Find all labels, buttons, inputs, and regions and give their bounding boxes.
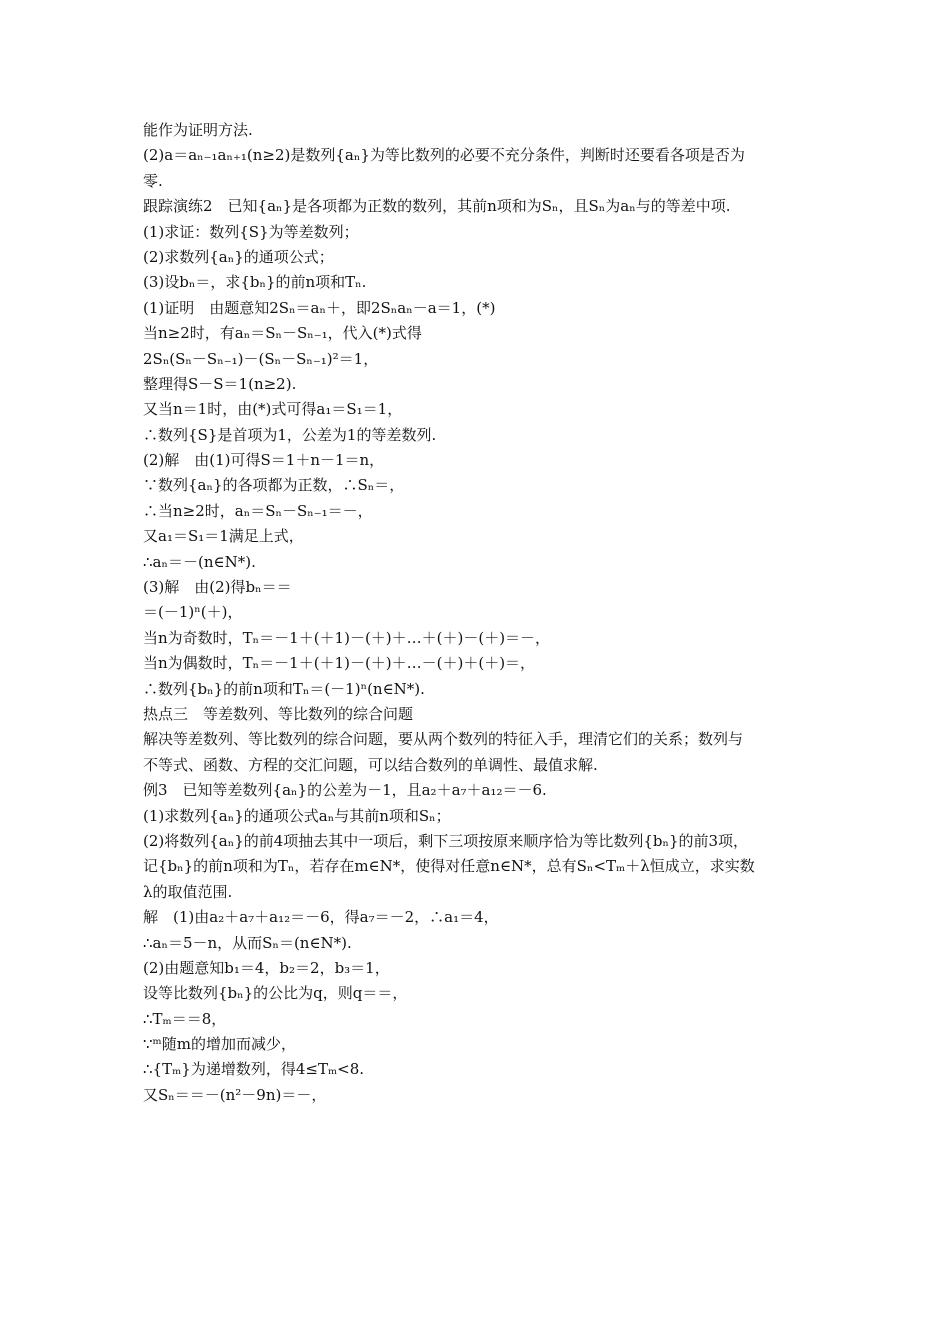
text-line: (1)求数列{aₙ}的通项公式aₙ与其前n项和Sₙ； [143,806,451,825]
text-line: ∴Tₘ＝＝8， [143,1009,227,1028]
text-line: ∴{Tₘ}为递增数列，得4≤Tₘ<8. [143,1060,365,1079]
text-line: 又当n＝1时，由(*)式可得a₁＝S₁＝1， [143,400,403,419]
text-line: 设等比数列{bₙ}的公比为q，则q＝＝， [143,984,408,1003]
section-heading: 热点三 等差数列、等比数列的综合问题 [143,704,414,723]
text-line: ∵ᵐ随m的增加而减少， [143,1035,296,1054]
text-line: ∴数列{bₙ}的前n项和Tₙ＝(－1)ⁿ(n∈N*). [143,679,425,698]
text-line: 不等式、函数、方程的交汇问题，可以结合数列的单调性、最值求解. [143,755,598,774]
text-line: 记{bₙ}的前n项和为Tₙ，若存在m∈N*，使得对任意n∈N*，总有Sₙ<Tₘ＋λ恒成立，求实数 [143,857,755,876]
text-line: 当n为奇数时，Tₙ＝－1＋(＋1)－(＋)＋…＋(＋)－(＋)＝－， [143,628,551,647]
text-line: ∴数列{S}是首项为1，公差为1的等差数列. [143,425,437,444]
text-line: 当n为偶数时，Tₙ＝－1＋(＋1)－(＋)＋…－(＋)＋(＋)＝， [143,654,536,673]
text-line: 又Sₙ＝＝－(n²－9n)＝－， [143,1085,327,1104]
document-body [143,118,823,1108]
text-line: 解决等差数列、等比数列的综合问题，要从两个数列的特征入手，理清它们的关系；数列与 [143,730,744,749]
text-line: 又a₁＝S₁＝1满足上式， [143,527,304,546]
text-line: λ的取值范围. [143,882,233,901]
text-line: 当n≥2时，有aₙ＝Sₙ－Sₙ₋₁，代入(*)式得 [143,324,422,343]
text-line: 解 (1)由a₂＋a₇＋a₁₂＝－6，得a₇＝－2，∴a₁＝4， [143,908,499,927]
text-line: (2)a＝aₙ₋₁aₙ₊₁(n≥2)是数列{aₙ}为等比数列的必要不充分条件，判断时还要看各项是否为 [143,146,745,165]
text-line: 整理得S－S＝1(n≥2). [143,374,297,393]
text-line: 2Sₙ(Sₙ－Sₙ₋₁)－(Sₙ－Sₙ₋₁)²＝1， [143,349,379,368]
text-line: 跟踪演练2 已知{aₙ}是各项都为正数的数列，其前n项和为Sₙ，且Sₙ为aₙ与的等差中项. [143,197,731,216]
text-line: (2)将数列{aₙ}的前4项抽去其中一项后，剩下三项按原来顺序恰为等比数列{bₙ}的前3项， [143,831,749,850]
text-line: 例3 已知等差数列{aₙ}的公差为－1，且a₂＋a₇＋a₁₂＝－6. [143,781,547,800]
text-line: (1)证明 由题意知2Sₙ＝aₙ＋，即2Sₙaₙ－a＝1，(*) [143,298,496,317]
text-line: ∴aₙ＝5－n，从而Sₙ＝(n∈N*). [143,933,352,952]
text-line: ∵数列{aₙ}的各项都为正数，∴Sₙ＝， [143,476,405,495]
text-line: ∴当n≥2时，aₙ＝Sₙ－Sₙ₋₁＝－， [143,501,373,520]
text-line: (2)解 由(1)可得S＝1＋n－1＝n， [143,451,385,470]
text-line: ∴aₙ＝－(n∈N*). [143,552,256,571]
text-line: (1)求证：数列{S}为等差数列； [143,222,359,241]
text-line: (3)解 由(2)得bₙ＝＝ [143,578,292,597]
text-line: 能作为证明方法. [143,121,253,139]
text-line: 零. [143,171,163,190]
text-line: ＝(－1)ⁿ(＋)， [143,603,243,622]
text-line: (2)求数列{aₙ}的通项公式； [143,247,334,266]
text-line: (2)由题意知b₁＝4，b₂＝2，b₃＝1， [143,958,390,977]
text-line: (3)设bₙ＝，求{bₙ}的前n项和Tₙ. [143,273,367,292]
